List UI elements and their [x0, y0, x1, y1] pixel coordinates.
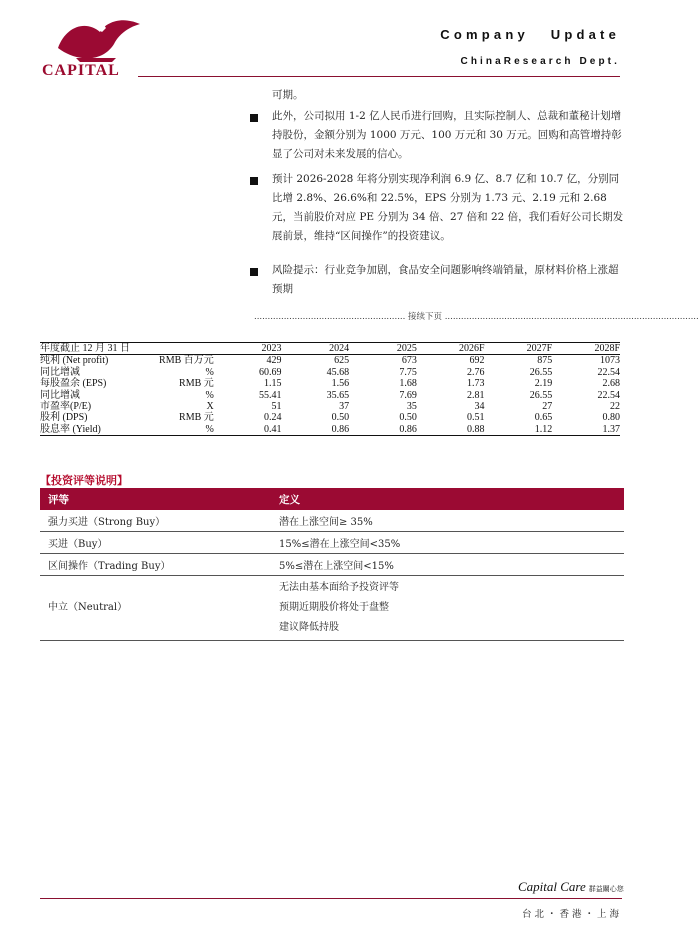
table-cell: %: [150, 424, 214, 436]
table-cell: 7.69: [399, 389, 417, 401]
bullet-icon: [250, 268, 258, 276]
header-divider: [138, 76, 620, 77]
table-header-cell: 2027F: [485, 343, 553, 355]
table-cell: 同比增减: [40, 366, 80, 378]
table-cell: %: [205, 389, 214, 401]
table-cell: 股息率 (Yield): [40, 424, 150, 436]
table-cell: 0.51: [467, 412, 485, 424]
bullet-icon: [250, 114, 258, 122]
rating-table: [40, 488, 624, 641]
rating-row: [40, 510, 624, 532]
footer-brand-text: Capital Care: [518, 879, 586, 894]
table-cell: 0.80: [602, 412, 620, 424]
table-cell: 纯利 (Net profit): [40, 355, 109, 367]
table-header-cell: 2026F: [417, 343, 485, 355]
rating-grade: 区间操作（Trading Buy）: [40, 554, 271, 576]
table-cell: 2.76: [467, 366, 485, 378]
table-cell: 1073: [600, 355, 620, 367]
table-cell: 60.69: [258, 366, 282, 378]
rating-definition: 潜在上涨空间≥ 35%: [271, 510, 624, 532]
table-row: [40, 390, 620, 401]
rating-header-row: [40, 488, 624, 510]
rating-row: [40, 532, 624, 554]
table-header-cell: 年度截止 12 月 31 日: [40, 343, 150, 355]
table-cell: 2.68: [602, 378, 620, 390]
table-cell: 22.54: [597, 389, 620, 401]
table-cell: 429: [266, 355, 282, 367]
table-cell: 1.12: [485, 424, 553, 436]
table-row: [40, 424, 620, 436]
table-cell: 股利 (DPS): [40, 412, 88, 424]
table-cell: 0.65: [534, 412, 553, 424]
table-cell: 26.55: [529, 389, 553, 401]
table-row: [40, 412, 620, 423]
bullet-icon: [250, 177, 258, 185]
table-cell: 22.54: [597, 366, 620, 378]
table-cell: 0.41: [214, 424, 282, 436]
table-cell: 0.24: [263, 412, 282, 424]
financial-table: [40, 342, 620, 436]
footer-brand: [518, 879, 624, 895]
table-cell: 673: [401, 355, 417, 367]
continue-note: ........................................................ 接续下页 ..............................................................................................: [254, 312, 699, 322]
rating-grade: 强力买进（Strong Buy）: [40, 510, 271, 532]
table-cell: 26.55: [529, 366, 553, 378]
table-cell: 0.86: [349, 424, 417, 436]
table-header-cell: 2024: [281, 343, 349, 355]
table-cell: 市盈率(P/E): [40, 401, 92, 413]
rating-definition: 5%≤潜在上涨空间<15%: [271, 554, 624, 576]
table-row: [40, 367, 620, 378]
table-header-row: [40, 343, 620, 355]
rating-definition: 15%≤潜在上涨空间<35%: [271, 532, 624, 554]
table-cell: 1.15: [263, 378, 282, 390]
table-cell: 2.81: [467, 389, 485, 401]
table-row: [40, 355, 620, 367]
rating-row: [40, 576, 624, 641]
table-cell: 2.19: [534, 378, 553, 390]
table-cell: RMB 元: [179, 378, 214, 390]
table-cell: RMB 元: [179, 412, 214, 424]
eagle-icon: [56, 18, 142, 62]
rating-section-title: 【投资评等说明】: [40, 474, 128, 487]
footer-brand-cn: 群益關心您: [588, 885, 624, 893]
table-cell: 37: [339, 401, 350, 413]
table-cell: %: [205, 366, 214, 378]
table-cell: 45.68: [326, 366, 350, 378]
table-header-cell: 2028F: [552, 343, 620, 355]
table-cell: 0.86: [281, 424, 349, 436]
rating-col-definition: 定义: [271, 488, 624, 510]
paragraph-buyback: 此外，公司拟用 1-2 亿人民币进行回购，且实际控制人、总裁和董秘计划增持股份，金额分别为 1000 万元、100 万元和 30 万元。回购和高管增持彰显了公司对未来发展的信心。: [272, 110, 622, 160]
table-row: [40, 401, 620, 412]
header-dept: ChinaResearch Dept.: [460, 56, 620, 67]
table-cell: RMB 百万元: [159, 355, 214, 367]
rating-definition-line: 无法由基本面给予投资评等: [279, 582, 399, 593]
table-cell: 34: [474, 401, 485, 413]
paragraph-forecast: 预计 2026-2028 年将分别实现净利润 6.9 亿、8.7 亿和 10.7 亿，分别同比增 2.8%、26.6%和 22.5%，EPS 分别为 1.73 元、2.19 元和 2.68 元，当前股价对应 PE 分别为 34 倍、27 倍和 22 倍，我们看好公司长期发展前景，维持“区间操作”的投资建议。: [272, 173, 624, 242]
rating-grade: 中立（Neutral）: [40, 576, 271, 641]
table-cell: 22: [610, 401, 620, 413]
table-cell: 875: [537, 355, 553, 367]
logo-text: CAPITAL: [42, 62, 120, 79]
rating-definition: [271, 576, 624, 641]
paragraph-risk: 风险提示：行业竞争加剧，食品安全问题影响终端销量，原材料价格上涨超预期: [272, 264, 619, 295]
table-cell: 35.65: [326, 389, 350, 401]
rating-definition-line: 建议降低持股: [279, 622, 339, 633]
paragraph-tail: 可期。: [272, 89, 304, 101]
table-cell: 1.68: [399, 378, 417, 390]
table-cell: 0.50: [331, 412, 350, 424]
table-cell: 7.75: [399, 366, 417, 378]
table-cell: 55.41: [258, 389, 282, 401]
table-row: [40, 378, 620, 389]
table-header-cell: [150, 343, 214, 355]
footer-cities: 台北・香港・上海: [522, 909, 623, 920]
table-cell: 0.88: [417, 424, 485, 436]
table-cell: X: [206, 401, 214, 413]
table-cell: 每股盈余 (EPS): [40, 378, 107, 390]
table-cell: 51: [271, 401, 282, 413]
table-cell: 35: [406, 401, 417, 413]
table-cell: 同比增减: [40, 389, 80, 401]
rating-grade: 买进（Buy）: [40, 532, 271, 554]
table-cell: 1.56: [331, 378, 350, 390]
rating-definition-line: 预期近期股价将处于盘整: [279, 602, 389, 613]
table-cell: 625: [334, 355, 350, 367]
rating-col-grade: 评等: [40, 488, 271, 510]
table-cell: 27: [542, 401, 553, 413]
table-cell: 692: [469, 355, 485, 367]
header-title: Company Update: [440, 27, 620, 42]
table-header-cell: 2025: [349, 343, 417, 355]
table-cell: 1.73: [467, 378, 485, 390]
table-cell: 1.37: [552, 424, 620, 436]
table-cell: 0.50: [399, 412, 417, 424]
capital-logo: [40, 18, 144, 80]
footer-divider: [40, 898, 622, 899]
rating-row: [40, 554, 624, 576]
table-header-cell: 2023: [214, 343, 282, 355]
